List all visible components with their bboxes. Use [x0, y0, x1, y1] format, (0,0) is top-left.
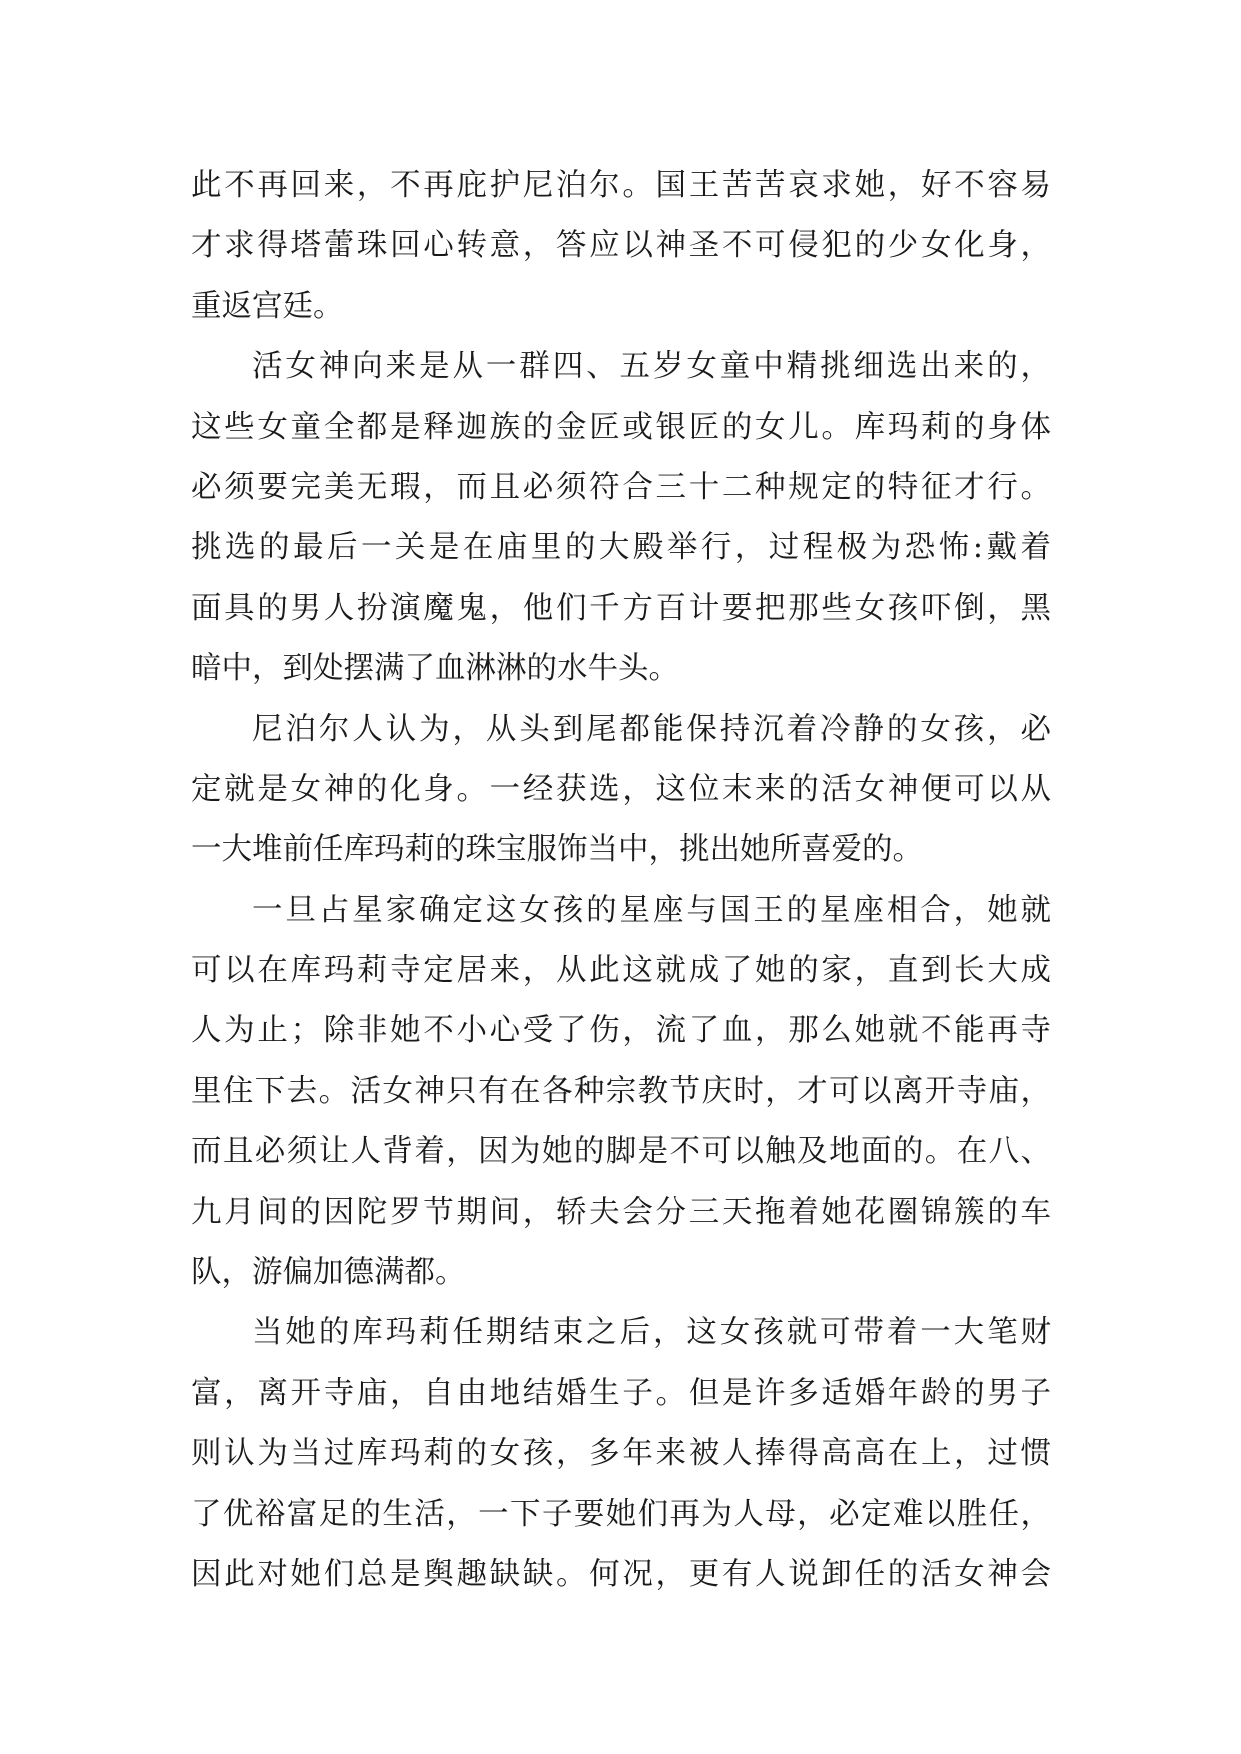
- text-line: 了优裕富足的生活，一下子要她们再为人母，必定难以胜任，: [191, 1496, 1051, 1532]
- text-line: 一大堆前任库玛莉的珠宝服饰当中，挑出她所喜爱的。: [191, 832, 923, 868]
- text-line: 一旦占星家确定这女孩的星座与国王的星座相合，她就: [252, 892, 1051, 928]
- text-line: 面具的男人扮演魔鬼，他们千方百计要把那些女孩吓倒，黑: [191, 590, 1051, 626]
- text-line: 因此对她们总是舆趣缺缺。何况，更有人说卸任的活女神会: [191, 1556, 1051, 1592]
- text-line: 则认为当过库玛莉的女孩，多年来被人捧得高高在上，过惯: [191, 1436, 1051, 1472]
- text-line: 当她的库玛莉任期结束之后，这女孩就可带着一大笔财: [252, 1315, 1051, 1351]
- paragraph: [191, 337, 1051, 699]
- body-text: [191, 156, 1051, 1605]
- paragraph: [191, 700, 1051, 881]
- text-line: 可以在库玛莉寺定居来，从此这就成了她的家，直到长大成: [191, 953, 1051, 989]
- text-line: 定就是女神的化身。一经获选，这位末来的活女神便可以从: [191, 771, 1051, 807]
- paragraph: [191, 1303, 1051, 1605]
- paragraph: [191, 881, 1051, 1304]
- text-line: 队，游偏加德满都。: [191, 1255, 466, 1291]
- text-line: 里住下去。活女神只有在各种宗教节庆时，才可以离开寺庙，: [191, 1073, 1051, 1109]
- text-line: 这些女童全都是释迦族的金匠或银匠的女儿。库玛莉的身体: [191, 409, 1051, 445]
- text-line: 才求得塔蕾珠回心转意，答应以神圣不可侵犯的少女化身，: [191, 228, 1051, 264]
- text-line: 挑选的最后一关是在庙里的大殿举行，过程极为恐怖:戴着: [191, 530, 1051, 566]
- text-line: 人为止；除非她不小心受了伤，流了血，那么她就不能再寺: [191, 1013, 1051, 1049]
- text-line: 九月间的因陀罗节期间，轿夫会分三天拖着她花圈锦簇的车: [191, 1194, 1051, 1230]
- text-line: 尼泊尔人认为，从头到尾都能保持沉着冷静的女孩，必: [252, 711, 1051, 747]
- text-line: 暗中，到处摆满了血淋淋的水牛头。: [191, 651, 679, 687]
- text-line: 重返宫廷。: [191, 288, 344, 324]
- text-line: 富，离开寺庙，自由地结婚生子。但是许多适婚年龄的男子: [191, 1375, 1051, 1411]
- text-line: 必须要完美无瑕，而且必须符合三十二种规定的特征才行。: [191, 469, 1051, 505]
- text-line: 而且必须让人背着，因为她的脚是不可以触及地面的。在八、: [191, 1134, 1051, 1170]
- text-line: 活女神向来是从一群四、五岁女童中精挑细选出来的，: [252, 349, 1051, 385]
- paragraph: [191, 156, 1051, 337]
- text-line: 此不再回来，不再庇护尼泊尔。国王苦苦哀求她，好不容易: [191, 168, 1051, 203]
